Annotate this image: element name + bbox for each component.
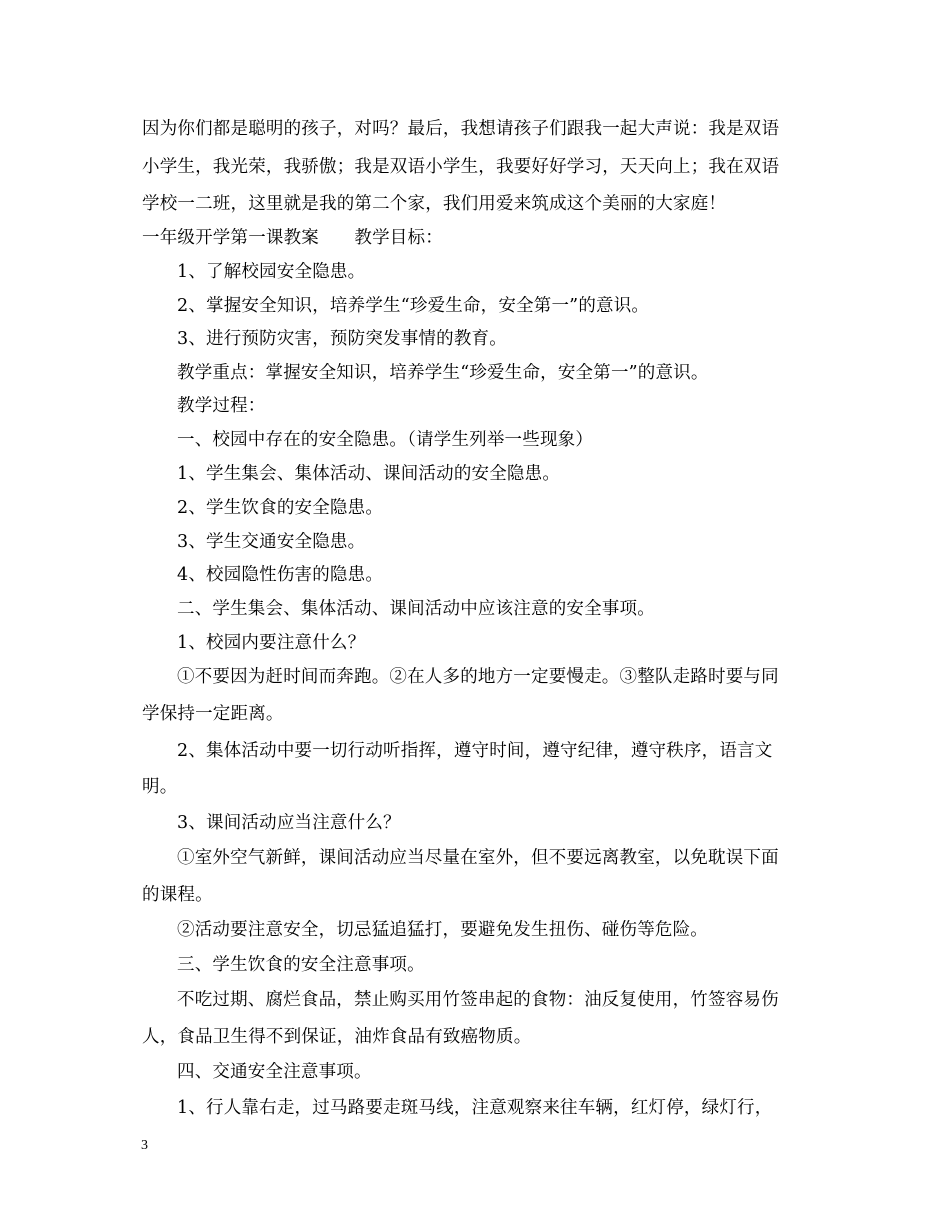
text-line: 四、交通安全注意事项。 xyxy=(177,1062,372,1082)
text-line: 2、学生饮食的安全隐患。 xyxy=(177,498,384,518)
text-line: 教学重点：掌握安全知识，培养学生“珍爱生命，安全第一”的意识。 xyxy=(177,363,709,383)
text-line: ①室外空气新鲜，课间活动应当尽量在室外，但不要远离教室，以免耽误下面 xyxy=(177,848,779,868)
text-line: 2、集体活动中要一切行动听指挥，遵守时间，遵守纪律，遵守秩序，语言文 xyxy=(177,741,773,761)
text-line: 一、校园中存在的安全隐患。（请学生列举一些现象） xyxy=(177,430,594,450)
text-line: 学校一二班，这里就是我的第二个家，我们用爱来筑成这个美丽的大家庭！ xyxy=(142,194,727,214)
text-line: 因为你们都是聪明的孩子，对吗？最后，我想请孩子们跟我一起大声说：我是双语 xyxy=(142,119,780,139)
text-line: 学保持一定距离。 xyxy=(142,704,284,724)
section-heading: 一年级开学第一课教案 教学目标： xyxy=(142,228,443,248)
text-line: 1、学生集会、集体活动、课间活动的安全隐患。 xyxy=(177,464,561,484)
text-line: 不吃过期、腐烂食品，禁止购买用竹签串起的食物：油反复使用，竹签容易伤 xyxy=(177,990,779,1010)
text-line: 1、了解校园安全隐患。 xyxy=(177,262,366,282)
text-line: 1、校园内要注意什么？ xyxy=(177,633,366,653)
text-line: 人，食品卫生得不到保证，油炸食品有致癌物质。 xyxy=(142,1027,532,1047)
text-line: ②活动要注意安全，切忌猛追猛打，要避免发生扭伤、碰伤等危险。 xyxy=(177,920,708,940)
text-line: 三、学生饮食的安全注意事项。 xyxy=(177,955,425,975)
text-line: 3、进行预防灾害，预防突发事情的教育。 xyxy=(177,329,507,349)
page-number: 3 xyxy=(141,1138,148,1153)
text-line: 的课程。 xyxy=(142,885,213,905)
text-line: 二、学生集会、集体活动、课间活动中应该注意的安全事项。 xyxy=(177,599,655,619)
text-line: 3、学生交通安全隐患。 xyxy=(177,532,366,552)
text-line: 2、掌握安全知识，培养学生“珍爱生命，安全第一”的意识。 xyxy=(177,296,650,316)
text-line: 1、行人靠右走，过马路要走斑马线，注意观察来往车辆，红灯停，绿灯行， xyxy=(177,1098,773,1118)
text-line: 教学过程： xyxy=(177,396,266,416)
text-line: 3、课间活动应当注意什么？ xyxy=(177,813,401,833)
text-line: 明。 xyxy=(142,777,178,797)
text-line: 4、校园隐性伤害的隐患。 xyxy=(177,565,384,585)
text-line: 小学生，我光荣，我骄傲；我是双语小学生，我要好好学习，天天向上；我在双语 xyxy=(142,157,780,177)
text-line: ①不要因为赶时间而奔跑。②在人多的地方一定要慢走。③整队走路时要与同 xyxy=(177,667,779,687)
